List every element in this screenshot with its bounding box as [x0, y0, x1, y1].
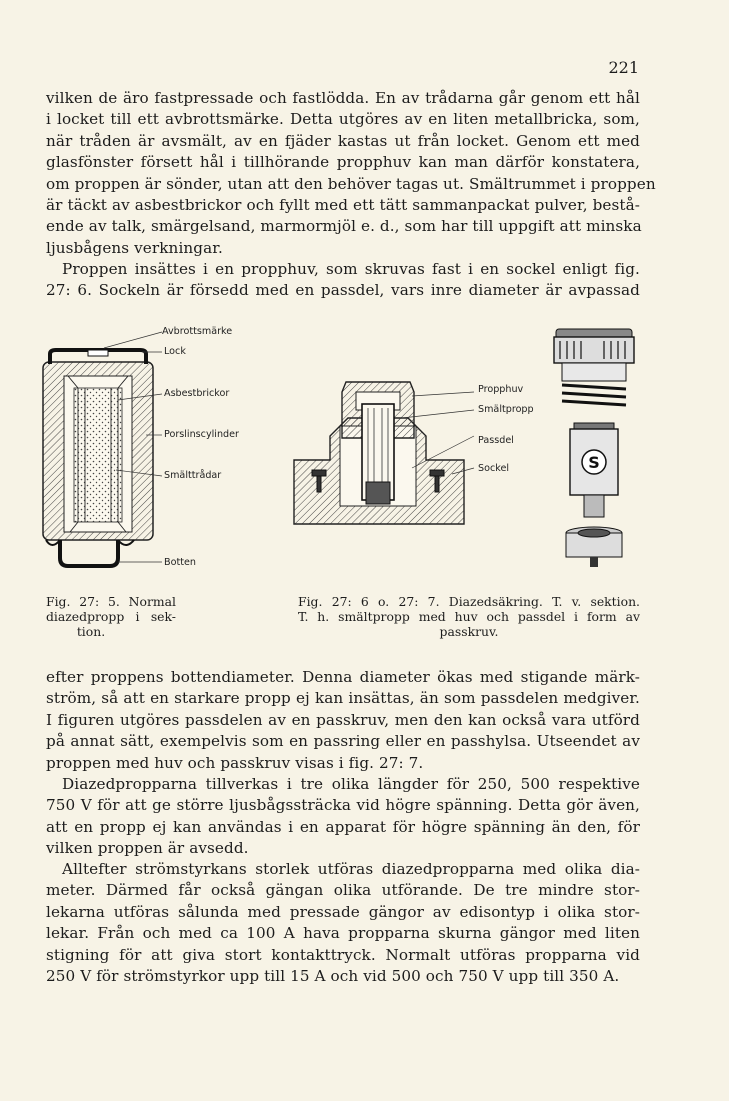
- text-line: proppen med huv och passkruv visas i fig. 27: 7.: [46, 753, 424, 772]
- text-line: Alltefter strömstyrkans storlek utföras diazedpropparna med olika dia-: [62, 860, 640, 878]
- label-avbrottsmarke: Avbrottsmärke: [162, 326, 233, 337]
- text-line: Diazedpropparna tillverkas i tre olika längder för 250, 500 respektive: [62, 775, 640, 793]
- paragraph-2: [46, 259, 640, 302]
- caption-line: Fig. 27: 5. Normal: [46, 594, 176, 609]
- text-line: glasfönster försett hål i tillhörande propphuv kan man därför konstatera,: [46, 153, 640, 172]
- text-line: Proppen insättes i en propphuv, som skruvas fast i en sockel enligt fig.: [62, 260, 640, 278]
- caption-line: T. h. smältpropp med huv och passdel i form av: [298, 609, 640, 624]
- text-line: om proppen är sönder, utan att den behöver tagas ut. Smältrummet i proppen: [46, 174, 656, 193]
- text-line: 27: 6. Sockeln är försedd med en passdel, vars inre diameter är avpassad: [46, 281, 640, 300]
- text-line: lekar. Från och med ca 100 A hava propparna skurna gängor med liten: [46, 924, 640, 943]
- label-propphuv: Propphuv: [478, 384, 524, 395]
- text-line: meter. Därmed får också gängan olika utförande. De tre mindre stor-: [46, 881, 640, 900]
- fig7-mark: S: [588, 453, 600, 472]
- text-line: i locket till ett avbrottsmärke. Detta utgöres av en liten metallbricka, som,: [46, 110, 640, 129]
- page-number: 221: [608, 58, 639, 77]
- label-smalttradar: Smälttrådar: [164, 470, 222, 481]
- figure-27-5: [38, 340, 198, 590]
- text-line: vilken de äro fastpressade och fastlödda. En av trådarna går genom ett hål: [46, 89, 640, 107]
- text-line: ende av talk, smärgelsand, marmormjöl e. d., som har till uppgift att minska: [46, 217, 642, 236]
- label-passdel: Passdel: [478, 435, 514, 446]
- text-line: ström, så att en starkare propp ej kan insättas, än som passdelen medgiver.: [46, 689, 640, 708]
- text-line: ljusbågens verkningar.: [46, 238, 223, 257]
- text-line: vilken proppen är avsedd.: [46, 839, 249, 858]
- figure-27-6: [292, 378, 472, 528]
- caption-fig-27-5: [46, 594, 176, 639]
- label-sockel: Sockel: [478, 463, 510, 474]
- text-line: på annat sätt, exempelvis som en passring eller en passhylsa. Utseendet av: [46, 732, 640, 751]
- label-asbestbrickor: Asbestbrickor: [164, 388, 230, 399]
- paragraph-3: [46, 667, 640, 774]
- caption-fig-27-6-7: [298, 594, 640, 639]
- figure-27-7: [552, 325, 634, 577]
- paragraph-4: [46, 774, 640, 860]
- caption-line: passkruv.: [439, 624, 499, 639]
- text-line: stigning för att giva stort kontakttryck. Normalt utföras propparna vid: [46, 945, 640, 964]
- text-line: lekarna utföras sålunda med pressade gängor av edisontyp i olika stor-: [46, 902, 640, 921]
- label-botten: Botten: [164, 557, 196, 568]
- label-lock: Lock: [164, 346, 186, 357]
- text-line: är täckt av asbestbrickor och fyllt med ett tätt sammanpackat pulver, bestå-: [46, 196, 640, 215]
- label-porslinscylinder: Porslinscylinder: [164, 429, 239, 440]
- text-line: I figuren utgöres passdelen av en passkruv, men den kan också vara utförd: [46, 710, 640, 729]
- text-line: 750 V för att ge större ljusbågssträcka vid högre spänning. Detta gör även,: [46, 796, 640, 815]
- text-line: att en propp ej kan användas i en apparat för högre spänning än den, för: [46, 817, 640, 836]
- label-smaltpropp: Smältpropp: [478, 404, 534, 415]
- paragraph-5: [46, 859, 640, 987]
- text-line: efter proppens bottendiameter. Denna diameter ökas med stigande märk-: [46, 668, 640, 686]
- paragraph-1: [46, 88, 656, 259]
- caption-line: Fig. 27: 6 o. 27: 7. Diazedsäkring. T. v. sektion.: [298, 594, 640, 609]
- text-line: 250 V för strömstyrkor upp till 15 A och vid 500 och 750 V upp till 350 A.: [46, 967, 620, 986]
- caption-line: diazedpropp i sek-: [46, 609, 176, 624]
- caption-line: tion.: [76, 624, 106, 639]
- text-line: när tråden är avsmält, av en fjäder kastas ut från locket. Genom ett med: [46, 131, 640, 150]
